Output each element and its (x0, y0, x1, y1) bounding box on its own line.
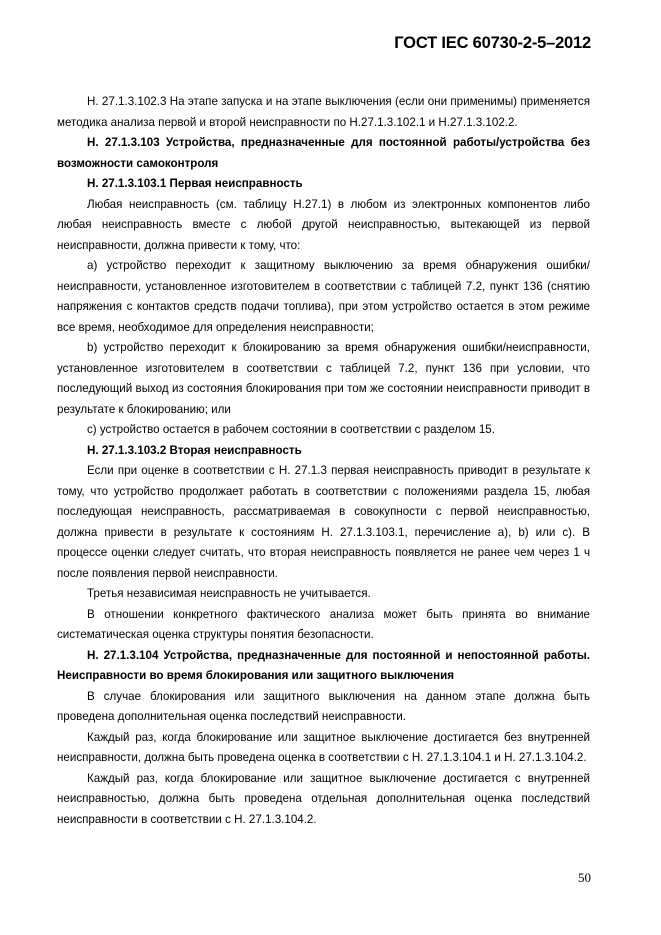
list-item-c: с) устройство остается в рабочем состоянии в соответствии с разделом 15. (87, 423, 495, 436)
paragraph-systematic: В отношении конкретного фактического анализа может быть принята во внимание систематическая оценка структуры понятия безопасности. (57, 607, 590, 641)
paragraph-102-3: Н. 27.1.3.102.3 На этапе запуска и на этапе выключения (если они применимы) применяется методика анализа первой и второй неисправности по Н.27.1.3.102.1 и Н.27.1.3.102.2. (57, 95, 590, 129)
paragraph-first-fault: Любая неисправность (см. таблицу Н.27.1) в любом из электронных компонентов либо любая неисправность вместе с любой другой неисправностью, вытекающей из первой неисправности, должна привести к тому, что: (57, 197, 590, 252)
list-item-a: а) устройство переходит к защитному выключению за время обнаружения ошибки/неисправности, установленное изготовителем в соответствии с таблицей 7.2, пункт 136 (снятию напряжения с контактов средств подачи топлива), при этом устройство остается в этом режиме все время, необходимое для определения неисправности; (57, 259, 590, 334)
document-body (57, 92, 590, 830)
paragraph-second-fault: Если при оценке в соответствии с Н. 27.1.3 первая неисправность приводит в результате к тому, что устройство продолжает работать в соответствии с положениями раздела 15, любая последующая неисправность, рассматриваемая в совокупности с первой неисправностью, должна привести в результате к состояниям Н. 27.1.3.103.1, перечисление а), b) или с). В процессе оценки следует считать, что вторая неисправность появляется не ранее чем через 1 ч после появления первой неисправности. (57, 464, 590, 580)
list-item-b: b) устройство переходит к блокированию за время обнаружения ошибки/неисправности, установленное изготовителем в соответствии с таблицей 7.2, пункт 136 при условии, что последующий выход из состояния блокирования при том же состоянии неисправности приводит в результате к блокированию; или (57, 341, 590, 416)
heading-103: Н. 27.1.3.103 Устройства, предназначенные для постоянной работы/устройства без возможности самоконтроля (57, 136, 590, 170)
paragraph-third-fault: Третья независимая неисправность не учитывается. (87, 587, 371, 600)
standard-designation: ГОСТ IEC 60730-2-5–2012 (394, 34, 591, 52)
heading-103-2: Н. 27.1.3.103.2 Вторая неисправность (87, 443, 302, 457)
page-number: 50 (578, 870, 591, 885)
paragraph-without-fault: Каждый раз, когда блокирование или защитное выключение достигается без внутренней неисправности, должна быть проведена оценка в соответствии с Н. 27.1.3.104.1 и Н. 27.1.3.104.2. (57, 730, 590, 764)
heading-104: Н. 27.1.3.104 Устройства, предназначенные для постоянной и непостоянной работы. Неисправности во время блокирования или защитного выключения (57, 648, 590, 682)
heading-103-1: Н. 27.1.3.103.1 Первая неисправность (87, 177, 303, 190)
paragraph-with-fault: Каждый раз, когда блокирование или защитное выключение достигается с внутренней неисправностью, должна быть проведена отдельная дополнительная оценка последствий неисправности в соответствии с Н. 27.1.3.104.2. (57, 771, 590, 826)
paragraph-blocking: В случае блокирования или защитного выключения на данном этапе должна быть проведена дополнительная оценка последствий неисправности. (57, 689, 590, 723)
